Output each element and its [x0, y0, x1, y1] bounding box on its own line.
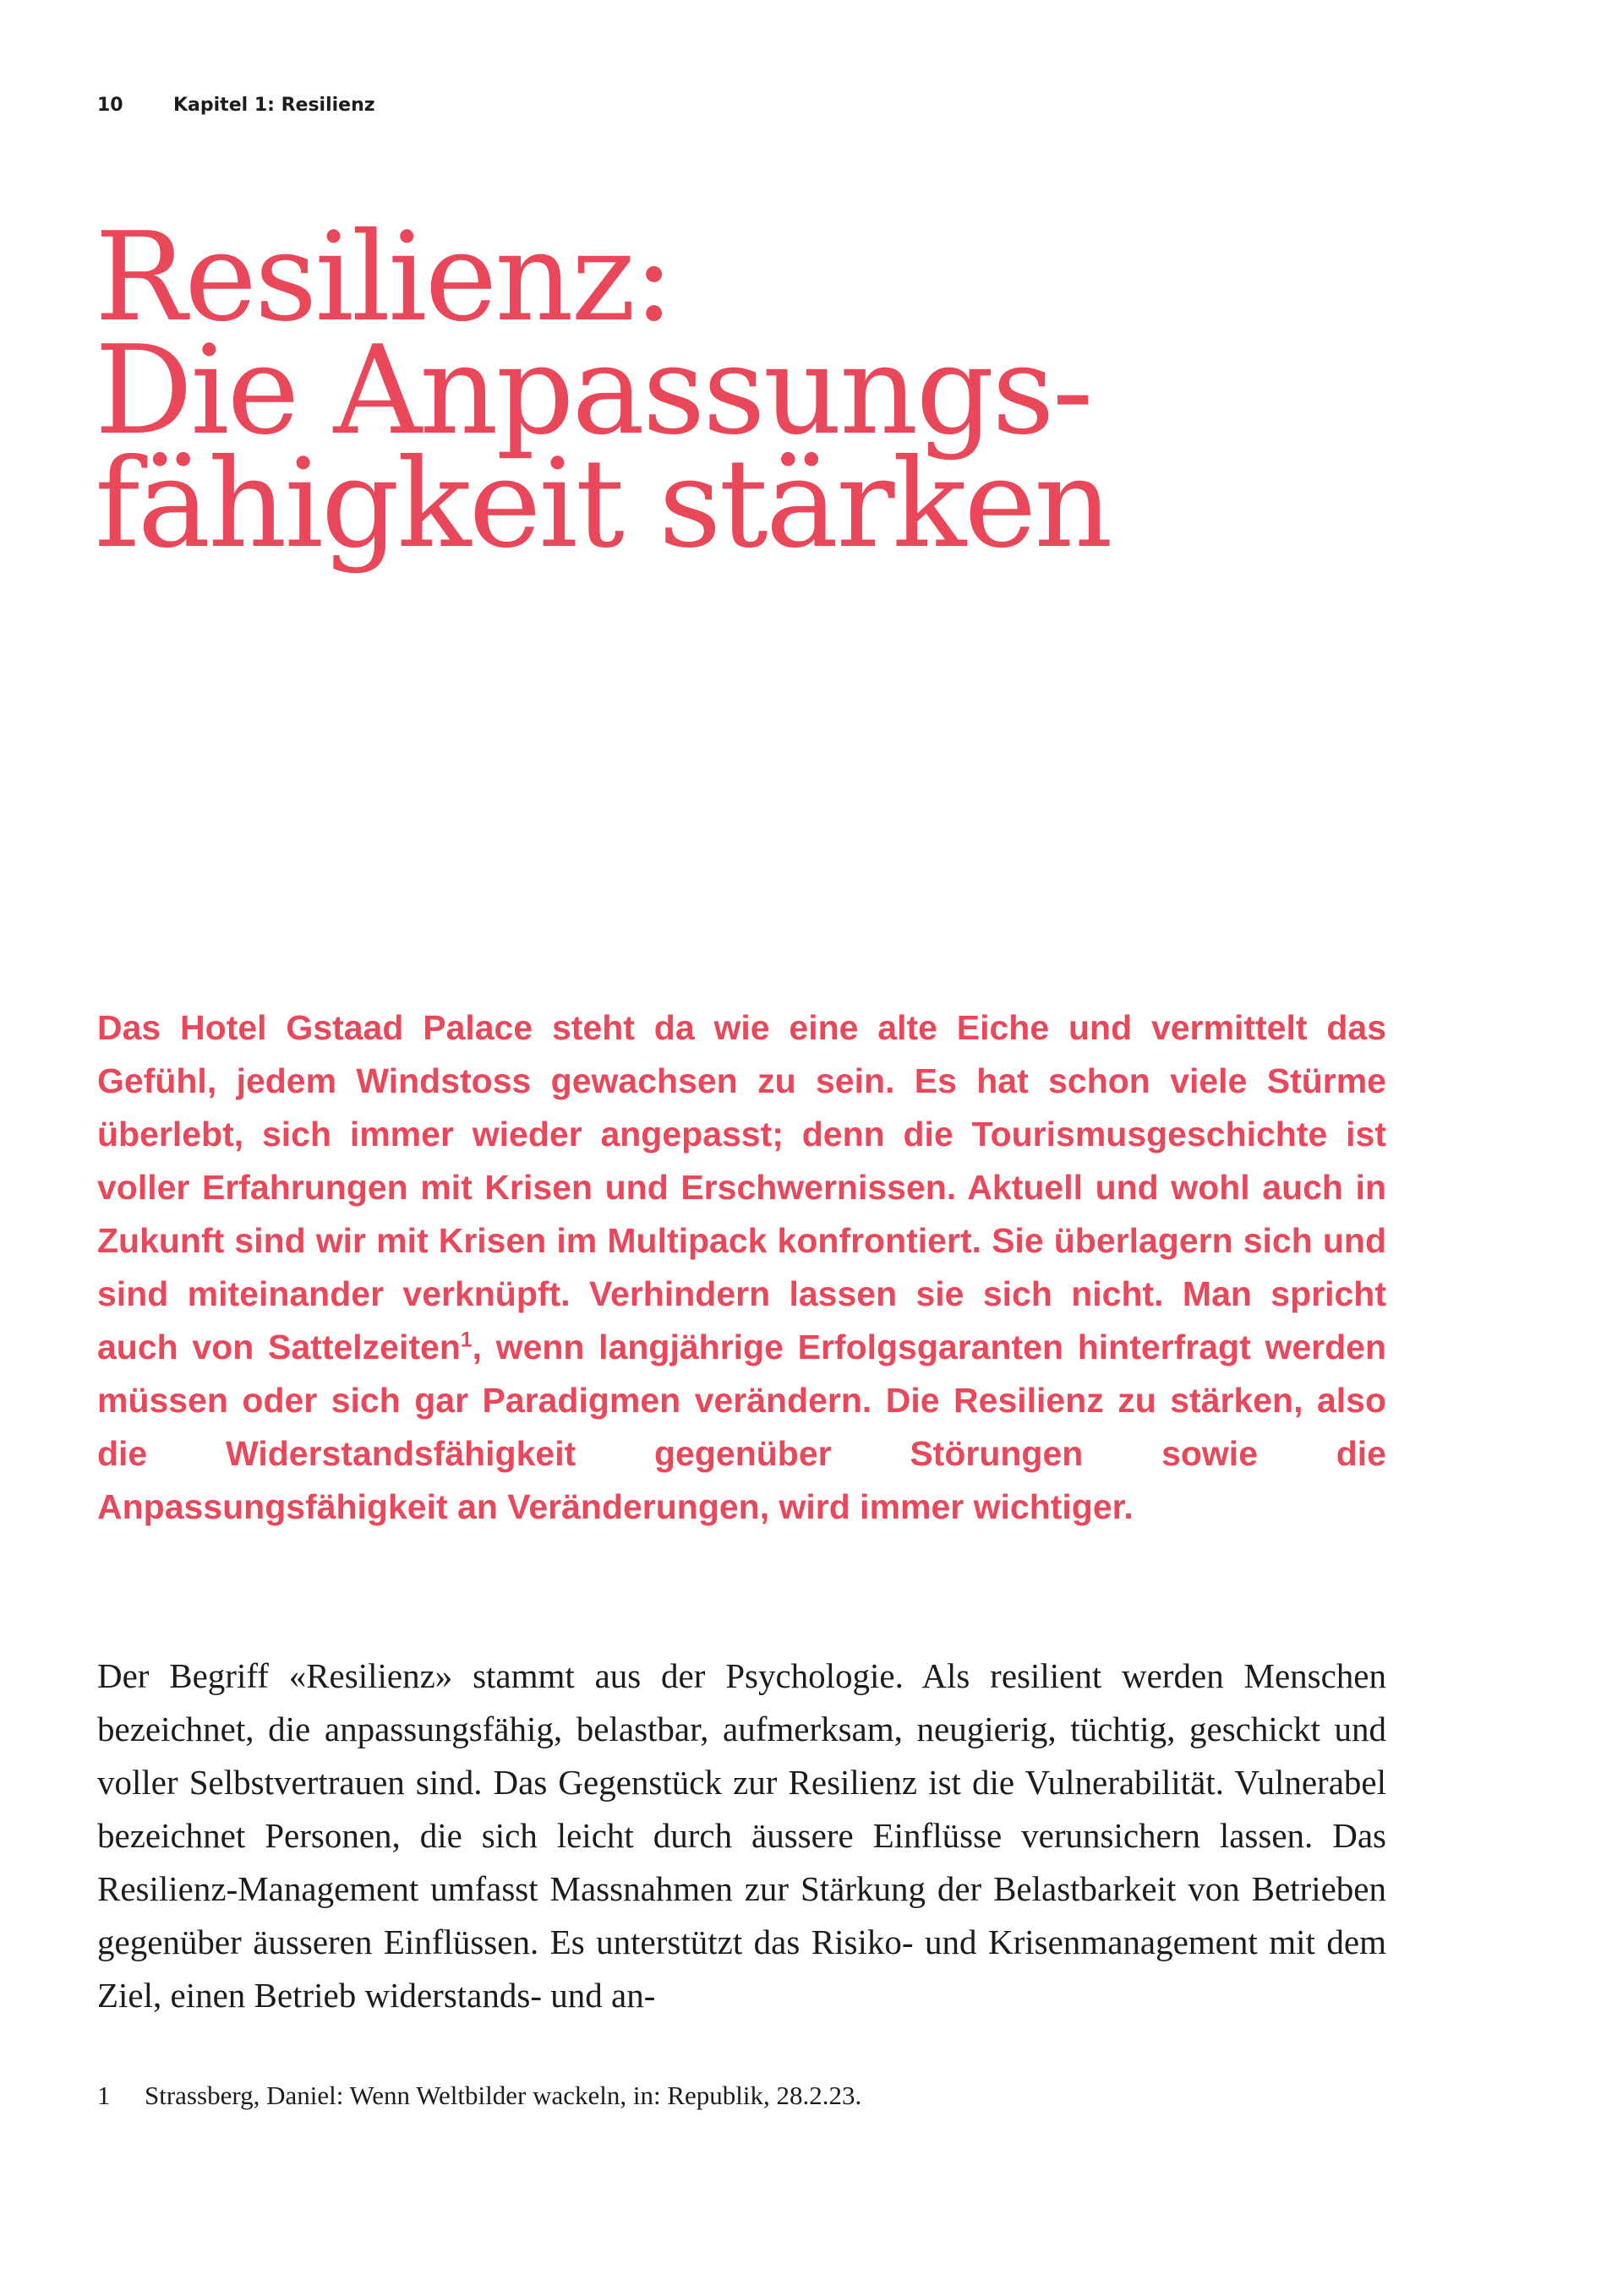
- title-line-3: fähigkeit stärken: [95, 433, 1111, 575]
- footnote-number: 1: [97, 2081, 111, 2110]
- lead-text-part1: Das Hotel Gstaad Palace steht da wie eine alte Eiche und vermittelt das Gefühl, jedem Windstoss gewachsen zu sein. Es hat schon viele Stürme überlebt, sich immer wieder angepasst; denn die Tourismusgeschichte ist voller Erfahrungen mit Krisen und Erschwernissen. Aktuell und wohl auch in Zukunft sind wir mit Krisen im Multipack konfrontiert. Sie überlagern sich und sind miteinander verknüpft. Verhindern lassen sie sich nicht. Man spricht auch von Sattelzeiten: [97, 1008, 1386, 1366]
- footnote-text: Strassberg, Daniel: Wenn Weltbilder wackeln, in: Republik, 28.2.23.: [145, 2081, 862, 2110]
- chapter-title: [95, 206, 1532, 575]
- title-line-1: Resilienz:: [95, 206, 672, 349]
- page-number: 10: [97, 95, 123, 116]
- lead-paragraph: [97, 1001, 1386, 1534]
- footnote: [97, 2081, 1386, 2111]
- body-paragraph: Der Begriff «Resilienz» stammt aus der Psychologie. Als resilient werden Menschen bezeichnet, die anpassungsfähig, belastbar, aufmerksam, neugierig, tüchtig, geschickt und voller Selbstvertrauen sind. Das Gegenstück zur Resilienz ist die Vulnerabilität. Vulnerabel bezeichnet Personen, die sich leicht durch äussere Einflüsse verunsichern lassen. Das Resilienz-Management umfasst Massnahmen zur Stärkung der Belastbarkeit von Betrieben gegenüber äusseren Einflüssen. Es unterstützt das Risiko- und Krisenmanagement mit dem Ziel, einen Betrieb widerstands- und an-: [97, 1656, 1386, 2015]
- running-header: [97, 95, 375, 116]
- footnote-reference[interactable]: 1: [460, 1328, 473, 1352]
- lead-text-part2: , wenn langjährige Erfolgsgaranten hinterfragt werden müssen oder sich gar Paradigmen verändern. Die Resilienz zu stärken, also die Widerstandsfähigkeit gegenüber Störungen sowie die Anpassungsfähigkeit an Veränderungen, wird immer wichtiger.: [97, 1328, 1386, 1526]
- chapter-label: Kapitel 1: Resilienz: [173, 95, 375, 116]
- title-line-2: Die Anpassungs-: [95, 319, 1091, 462]
